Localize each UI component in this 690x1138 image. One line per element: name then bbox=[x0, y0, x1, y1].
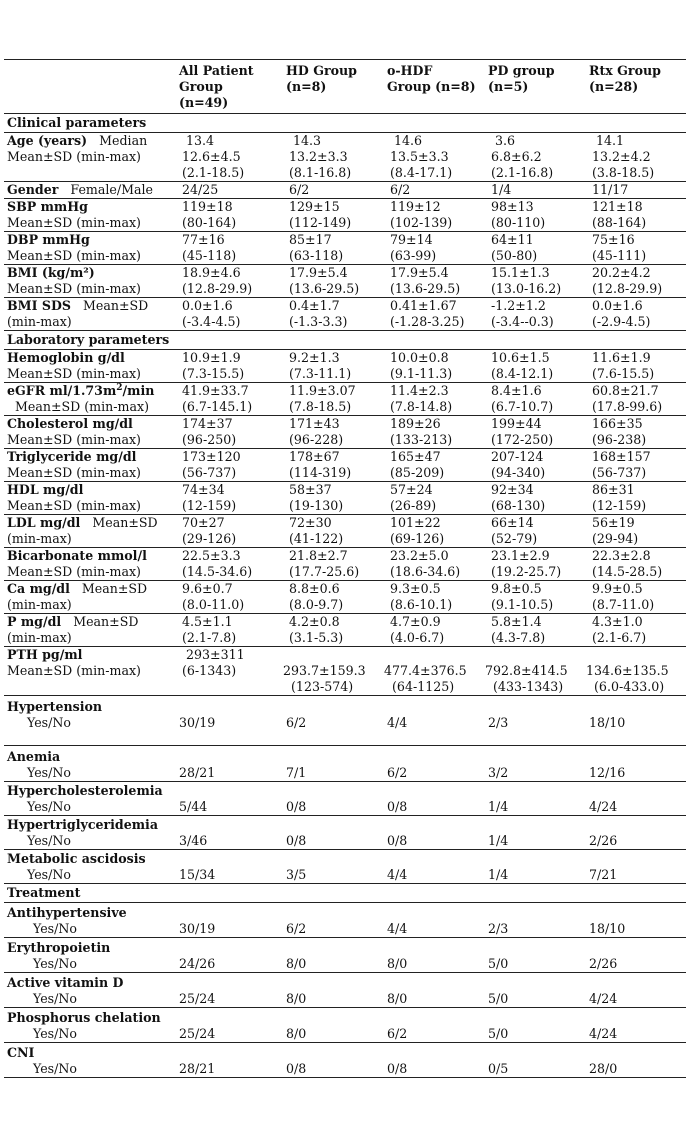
row-pth: PTH pg/ml Mean±SD (min-max) 293±311 (6-1343) 293.7±159.3 (123-574) 477.4±376.5 (64-1125) 792.8±414.5 (433-1343) 134.6±135.5 (6.0-433.0) bbox=[4, 647, 686, 696]
header-ohdf: o-HDF Group (n=8) bbox=[384, 60, 485, 114]
header-rtx: Rtx Group (n=28) bbox=[586, 60, 686, 114]
characteristics-table bbox=[4, 59, 686, 1078]
header-blank bbox=[4, 60, 176, 114]
row-hdl: HDL mg/dl Mean±SD (min-max) 74±34 (12-159) 58±37 (19-130) 57±24 (26-89) 92±34 (68-130) 86±31 (12-159) bbox=[4, 482, 686, 515]
row-antihypertensive: Antihypertensive Yes/No 30/19 6/2 4/4 2/3 18/10 bbox=[4, 903, 686, 938]
section-treatment: Treatment bbox=[4, 884, 686, 903]
row-egfr: eGFR $ml/1.73m^2/\min$ Mean±SD (min-max) 41.9±33.7 (6.7-145.1) 11.9±3.07 (7.8-18.5) 11.4±2.3 (7.8-14.8) 8.4±1.6 (6.7-10.7) 60.8±21.7 (17.8-99.6) bbox=[4, 383, 686, 416]
row-metabolic-ascidosis: Metabolic ascidosis Yes/No 15/34 3/5 4/4 1/4 7/21 bbox=[4, 850, 686, 884]
section-lab: Laboratory parameters bbox=[4, 331, 686, 350]
row-calcium: Ca mg/dl Mean±SD (min-max) 9.6±0.7 (8.0-11.0) 8.8±0.6 (8.0-9.7) 9.3±0.5 (8.6-10.1) 9.8±0.5 (9.1-10.5) 9.9±0.5 (8.7-11.0) bbox=[4, 581, 686, 614]
row-age: Age (years) Median Mean±SD (min-max) 13.4 12.6±4.5 (2.1-18.5) 14.3 13.2±3.3 (8.1-16.8) 14.6 13.5±3.3 (8.4-17.1) 3.6 6.8±6.2 (2.1-16.8) 14.1 13.2±4.2 (3.8-18.5) bbox=[4, 133, 686, 182]
row-ldl: LDL mg/dl Mean±SD (min-max) 70±27 (29-126) 72±30 (41-122) 101±22 (69-126) 66±14 (52-79) 56±19 (29-94) bbox=[4, 515, 686, 548]
row-hypercholesterolemia: Hypercholesterolemia Yes/No 5/44 0/8 0/8 1/4 4/24 bbox=[4, 782, 686, 816]
header-row bbox=[4, 60, 686, 114]
row-bmi-sds: BMI SDS Mean±SD (min-max) 0.0±1.6 (-3.4-4.5) 0.4±1.7 (-1.3-3.3) 0.41±1.67 (-1.28-3.25) -1.2±1.2 (-3.4--0.3) 0.0±1.6 (-2.9-4.5) bbox=[4, 298, 686, 331]
row-phosphorus: P mg/dl Mean±SD (min-max) 4.5±1.1 (2.1-7.8) 4.2±0.8 (3.1-5.3) 4.7±0.9 (4.0-6.7) 5.8±1.4 (4.3-7.8) 4.3±1.0 (2.1-6.7) bbox=[4, 614, 686, 647]
row-erythropoietin: Erythropoietin Yes/No 24/26 8/0 8/0 5/0 2/26 bbox=[4, 938, 686, 973]
row-dbp: DBP mmHg Mean±SD (min-max) 77±16 (45-118) 85±17 (63-118) 79±14 (63-99) 64±11 (50-80) 75±16 (45-111) bbox=[4, 232, 686, 265]
row-bmi: BMI (kg/m²) Mean±SD (min-max) 18.9±4.6 (12.8-29.9) 17.9±5.4 (13.6-29.5) 17.9±5.4 (13.6-29.5) 15.1±1.3 (13.0-16.2) 20.2±4.2 (12.8-29.9) bbox=[4, 265, 686, 298]
row-hemoglobin: Hemoglobin g/dl Mean±SD (min-max) 10.9±1.9 (7.3-15.5) 9.2±1.3 (7.3-11.1) 10.0±0.8 (9.1-11.3) 10.6±1.5 (8.4-12.1) 11.6±1.9 (7.6-15.5) bbox=[4, 350, 686, 383]
header-all: All Patient Group (n=49) bbox=[176, 60, 283, 114]
row-bicarbonate: Bicarbonate mmol/l Mean±SD (min-max) 22.5±3.3 (14.5-34.6) 21.8±2.7 (17.7-25.6) 23.2±5.0 (18.6-34.6) 23.1±2.9 (19.2-25.7) 22.3±2.8 (14.5-28.5) bbox=[4, 548, 686, 581]
row-cni: CNI Yes/No 28/21 0/8 0/8 0/5 28/0 bbox=[4, 1043, 686, 1078]
row-anemia: Anemia Yes/No 28/21 7/1 6/2 3/2 12/16 bbox=[4, 746, 686, 782]
row-gender: Gender Female/Male 24/25 6/2 6/2 1/4 11/17 bbox=[4, 182, 686, 199]
row-active-vitamin-d: Active vitamin D Yes/No 25/24 8/0 8/0 5/0 4/24 bbox=[4, 973, 686, 1008]
row-cholesterol: Cholesterol mg/dl Mean±SD (min-max) 174±37 (96-250) 171±43 (96-228) 189±26 (133-213) 199±44 (172-250) 166±35 (96-238) bbox=[4, 416, 686, 449]
row-sbp: SBP mmHg Mean±SD (min-max) 119±18 (80-164) 129±15 (112-149) 119±12 (102-139) 98±13 (80-110) 121±18 (88-164) bbox=[4, 199, 686, 232]
row-hypertriglyceridemia: Hypertriglyceridemia Yes/No 3/46 0/8 0/8 1/4 2/26 bbox=[4, 816, 686, 850]
header-hd: HD Group (n=8) bbox=[283, 60, 384, 114]
row-triglyceride: Triglyceride mg/dl Mean±SD (min-max) 173±120 (56-737) 178±67 (114-319) 165±47 (85-209) 207-124 (94-340) 168±157 (56-737) bbox=[4, 449, 686, 482]
header-pd: PD group (n=5) bbox=[485, 60, 586, 114]
row-phosphorus-chelation: Phosphorus chelation Yes/No 25/24 8/0 6/2 5/0 4/24 bbox=[4, 1008, 686, 1043]
row-hypertension: Hypertension Yes/No 30/19 6/2 4/4 2/3 18/10 bbox=[4, 696, 686, 746]
section-clinical: Clinical parameters bbox=[4, 114, 686, 133]
